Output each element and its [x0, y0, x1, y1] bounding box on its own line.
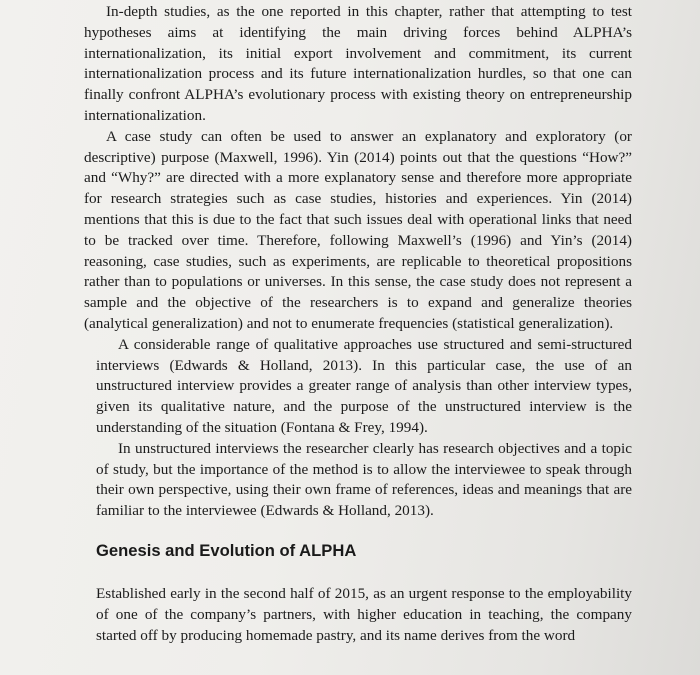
book-page [84, 2, 632, 646]
paragraph-unstructured-interviews: In unstructured interviews the researcher clearly has research objectives and a topic of study, but the importance of the method is to allow the interviewee to speak through their own perspective, using their own frame of references, ideas and meanings that are familiar to the interviewee (Edwards & Holland, 2013). [96, 439, 632, 520]
paragraph-qualitative-approaches: A considerable range of qualitative approaches use structured and semi-structured interviews (Edwards & Holland, 2013). In this particular case, the use of an unstructured interview provides a greater range of analysis than other interview types, given its qualitative nature, and the purpose of the unstructured interview is the understanding of the situation (Fontana & Frey, 1994). [96, 335, 632, 436]
indented-paragraphs [96, 335, 632, 522]
paragraph-genesis-start: Established early in the second half of 2015, as an urgent response to the employability of one of the company’s partners, with higher education in teaching, the company started off by producing homemade pastry, and its name derives from the word [96, 584, 632, 644]
paragraph-in-depth-studies: In-depth studies, as the one reported in this chapter, rather that attempting to test hypotheses aims at identifying the main driving forces behind ALPHA’s internationalization, its initial export involvement and commitment, its current internationalization process and its future internationalization hurdles, so that one can finally confront ALPHA’s evolutionary process with existing theory on entrepreneurship internationalization. [84, 3, 632, 124]
paragraph-case-study-purpose: A case study can often be used to answer an explanatory and exploratory (or descriptive) purpose (Maxwell, 1996). Yin (2014) points out that the questions “How?” and “Why?” are directed with a more explanatory sense and therefore more appropriate for research strategies such as case studies, histories and experiences. Yin (2014) mentions that this is due to the fact that such issues deal with operational links that need to be tracked over time. Therefore, following Maxwell’s (1996) and Yin’s (2014) reasoning, case studies, such as experiments, are replicable to theoretical propositions rather than to populations or universes. In this sense, the case study does not represent a sample and the objective of the researchers is to expand and generalize theories (analytical generalization) and not to enumerate frequencies (statistical generalization). [84, 127, 632, 332]
section-heading: Genesis and Evolution of ALPHA [96, 540, 357, 560]
